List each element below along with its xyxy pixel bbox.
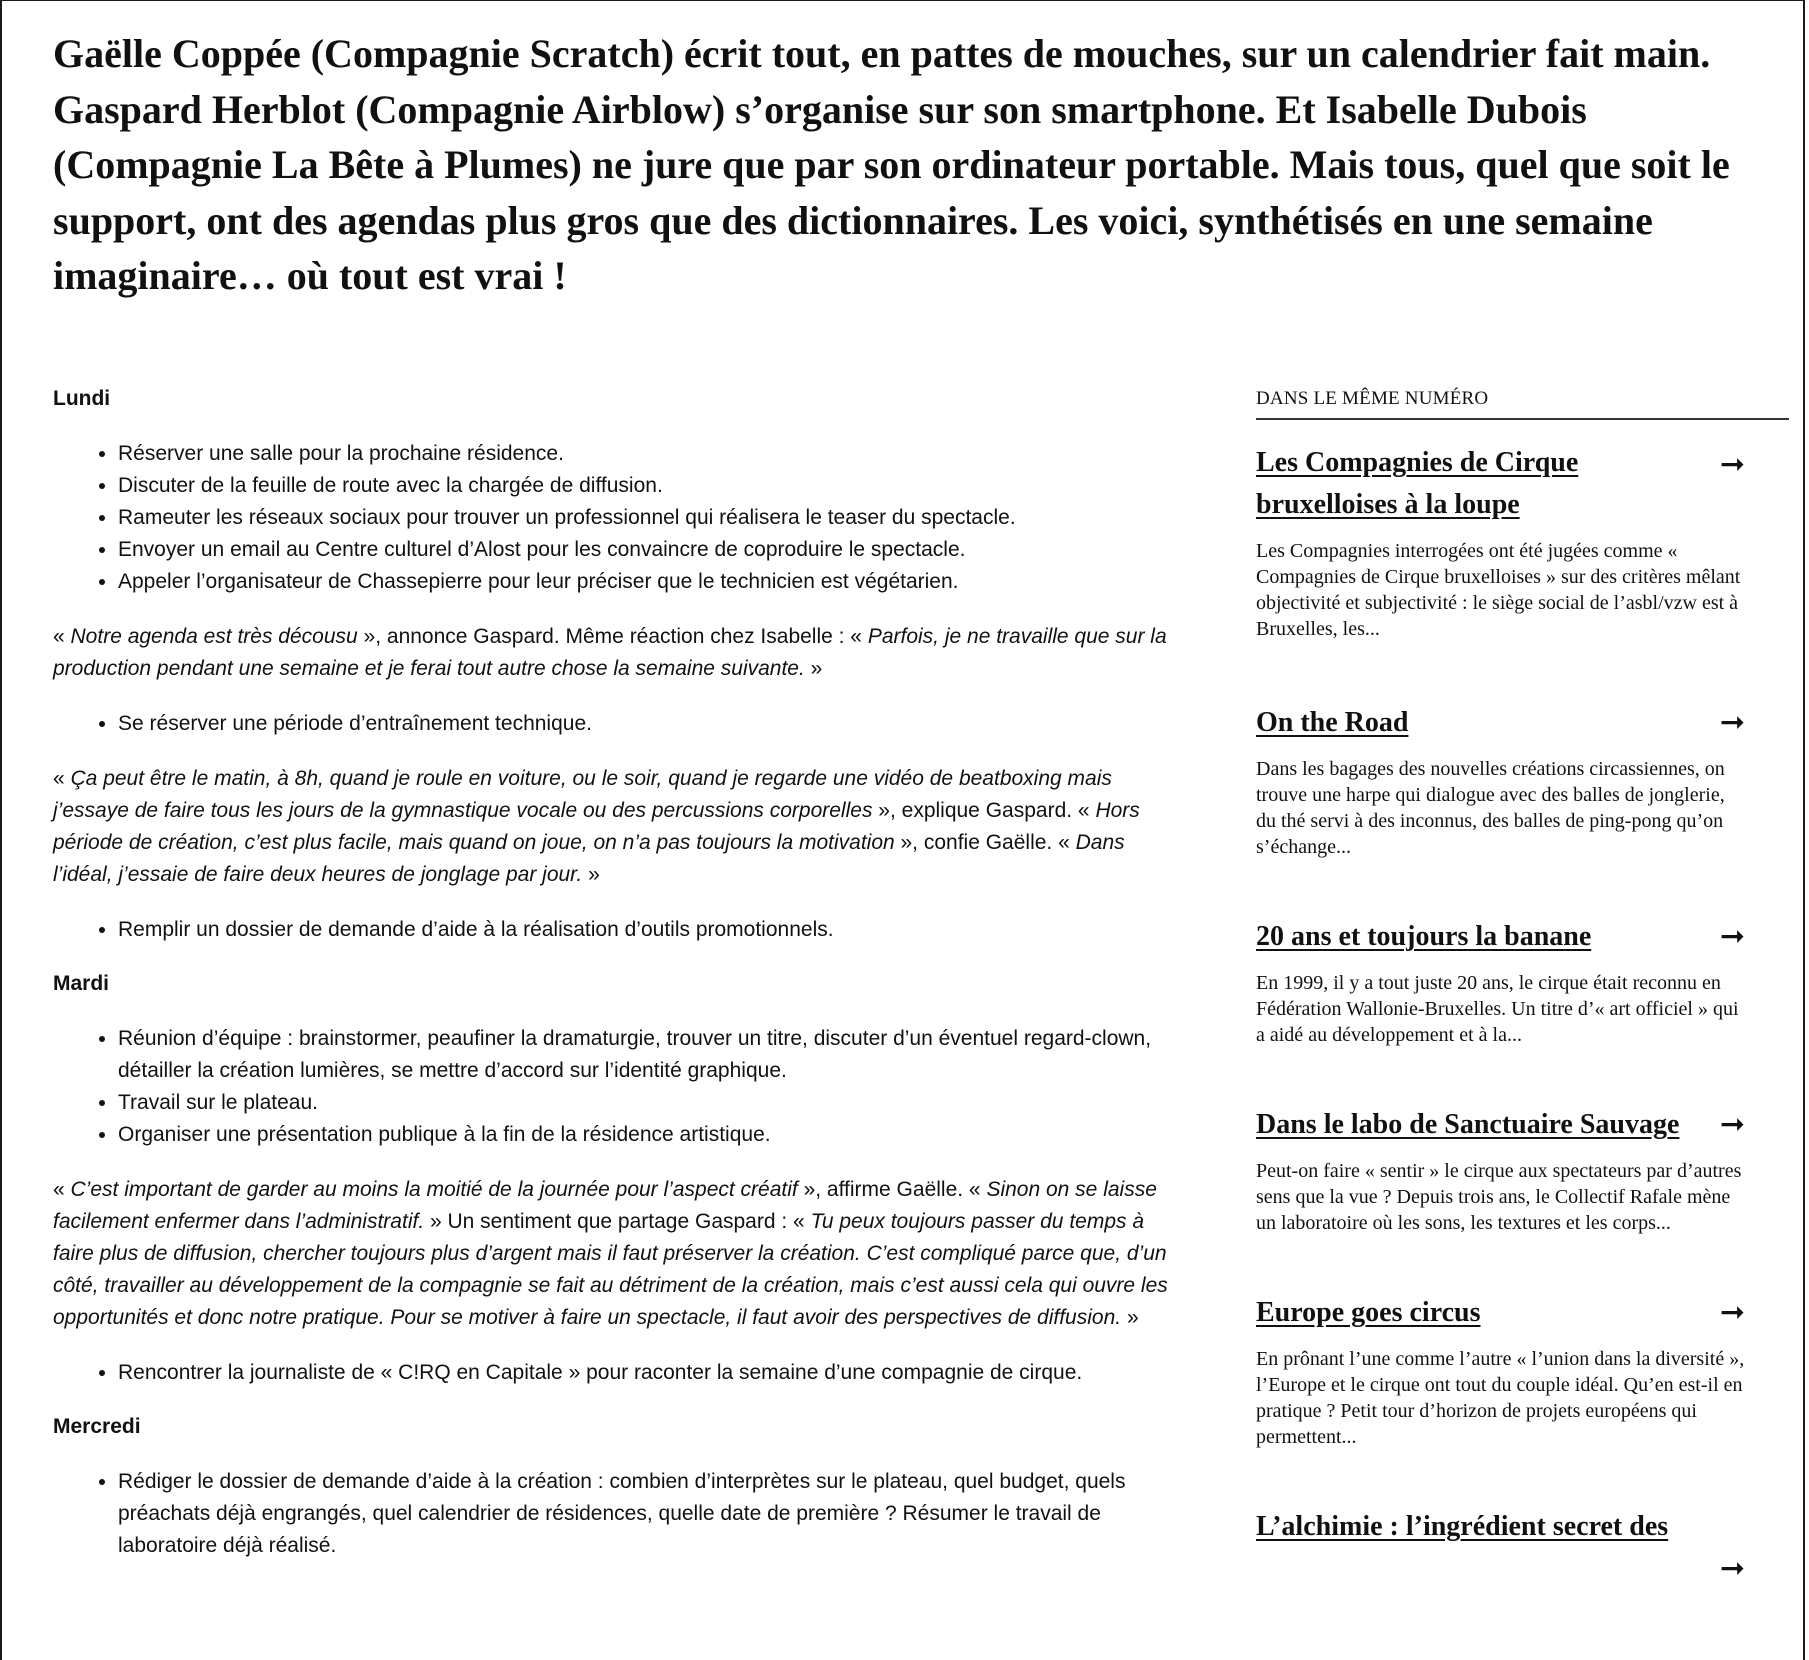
- quote-text: C’est important de garder au moins la moitié de la journée pour l’aspect créatif: [70, 1178, 798, 1201]
- related-article: [1256, 1506, 1789, 1586]
- day-section-mardi: [53, 968, 1178, 1389]
- task-item: • Envoyer un email au Centre culturel d’Alost pour les convaincre de coproduire le spectacle.: [118, 534, 1178, 566]
- day-heading-lundi: Lundi: [53, 387, 111, 410]
- article-body: [53, 383, 1178, 1562]
- task-item: • Appeler l’organisateur de Chassepierre pour leur préciser que le technicien est végétarien.: [118, 566, 1178, 598]
- related-article-summary: Les Compagnies interrogées ont été jugées comme « Compagnies de Cirque bruxelloises » sur des critères mêlant objectivité et subjectivité : le siège social de l’asbl/vzw est à Bruxelles, les...: [1256, 540, 1741, 640]
- related-article: [1256, 1104, 1789, 1236]
- task-item: • Se réserver une période d’entraînement technique.: [118, 708, 1178, 740]
- day-section-lundi: [53, 383, 1178, 946]
- task-list: [53, 1357, 1178, 1389]
- related-article-link[interactable]: On the Road: [1256, 707, 1409, 738]
- quote-text: Hors période de création, c’est plus facile, mais quand on joue, on n’a pas toujours la motivation: [53, 799, 1140, 854]
- quote-paragraph: « Ça peut être le matin, à 8h, quand je roule en voiture, ou le soir, quand je regarde une vidéo de beatboxing mais j’essaye de faire tous les jours de la gymnastique vocale ou des percussions corporelles », explique Gaspard. « Hors période de création, c’est plus facile, mais quand on joue, on n’a pas toujours la motivation », confie Gaëlle. « Dans l’idéal, j’essaie de faire deux heures de jonglage par jour. »: [53, 767, 1140, 886]
- article-intro: Gaëlle Coppée (Compagnie Scratch) écrit tout, en pattes de mouches, sur un calendrier fait main. Gaspard Herblot (Compagnie Airblow) s’organise sur son smartphone. Et Isabelle Dubois (Compagnie La Bête à Plumes) ne jure que par son ordinateur portable. Mais tous, quel que soit le support, ont des agendas plus gros que des dictionnaires. Les voici, synthétisés en une semaine imaginaire… où tout est vrai !: [53, 31, 1730, 298]
- related-article-summary: En prônant l’une comme l’autre « l’union dans la diversité », l’Europe et le cirque ont tout du couple idéal. Qu’en est-il en pratique ? Petit tour d’horizon de projets européens qui permettent...: [1256, 1348, 1745, 1448]
- related-article: [1256, 916, 1789, 1048]
- task-list: [53, 438, 1178, 598]
- task-item: • Réunion d’équipe : brainstormer, peaufiner la dramaturgie, trouver un titre, discuter d’un éventuel regard-clown, détailler la création lumières, se mettre d’accord sur l’identité graphique.: [118, 1023, 1178, 1087]
- arrow-right-icon[interactable]: ➞: [1719, 919, 1745, 954]
- quote-text: Parfois, je ne travaille que sur la production pendant une semaine et je ferai tout autre chose la semaine suivante.: [53, 625, 1167, 680]
- task-list: [53, 914, 1178, 946]
- related-article: [1256, 1292, 1789, 1450]
- task-item: • Remplir un dossier de demande d’aide à la réalisation d’outils promotionnels.: [118, 914, 1178, 946]
- task-item: • Rameuter les réseaux sociaux pour trouver un professionnel qui réalisera le teaser du spectacle.: [118, 502, 1178, 534]
- quote-text: Sinon on se laisse facilement enfermer dans l’administratif.: [53, 1178, 1157, 1233]
- quote-text: Ça peut être le matin, à 8h, quand je roule en voiture, ou le soir, quand je regarde une vidéo de beatboxing mais j’essaye de faire tous les jours de la gymnastique vocale ou des percussions corporelles: [53, 767, 1112, 822]
- day-section-mercredi: [53, 1411, 1178, 1562]
- related-article: [1256, 442, 1789, 642]
- day-heading-mardi: Mardi: [53, 972, 110, 995]
- related-article-link[interactable]: 20 ans et toujours la banane: [1256, 921, 1592, 952]
- task-item: • Discuter de la feuille de route avec la chargée de diffusion.: [118, 470, 1178, 502]
- related-article-link[interactable]: Dans le labo de Sanctuaire Sauvage: [1256, 1109, 1680, 1140]
- quote-text: Tu peux toujours passer du temps à faire plus de diffusion, chercher toujours plus d’argent mais il faut préserver la création. C’est compliqué parce que, d’un côté, travailler au développement de la compagnie se fait au détriment de la création, mais c’est aussi cela qui ouvre les opportunités et donc notre pratique. Pour se motiver à faire un spectacle, il faut avoir des perspectives de diffusion.: [53, 1210, 1168, 1329]
- task-item: • Réserver une salle pour la prochaine résidence.: [118, 438, 1178, 470]
- task-list: [53, 708, 1178, 740]
- related-article-summary: En 1999, il y a tout juste 20 ans, le cirque était reconnu en Fédération Wallonie-Bruxelles. Un titre d’« art officiel » qui a aidé au développement et à la...: [1256, 972, 1739, 1046]
- arrow-right-icon[interactable]: ➞: [1719, 1551, 1745, 1586]
- quote-paragraph: « C’est important de garder au moins la moitié de la journée pour l’aspect créatif », affirme Gaëlle. « Sinon on se laisse facilement enfermer dans l’administratif. » Un sentiment que partage Gaspard : « Tu peux toujours passer du temps à faire plus de diffusion, chercher toujours plus d’argent mais il faut préserver la création. C’est compliqué parce que, d’un côté, travailler au développement de la compagnie se fait au détriment de la création, mais c’est aussi cela qui ouvre les opportunités et donc notre pratique. Pour se motiver à faire un spectacle, il faut avoir des perspectives de diffusion. »: [53, 1178, 1168, 1329]
- day-heading-mercredi: Mercredi: [53, 1415, 141, 1438]
- quote-text: Notre agenda est très décousu: [70, 625, 358, 648]
- arrow-right-icon[interactable]: ➞: [1719, 447, 1745, 482]
- related-article-summary: Dans les bagages des nouvelles créations circassiennes, on trouve une harpe qui dialogue avec des balles de jonglerie, du thé servi à des inconnus, des balles de ping-pong qu’on s’échange...: [1256, 758, 1725, 858]
- arrow-right-icon[interactable]: ➞: [1719, 1295, 1745, 1330]
- related-article-summary: Peut-on faire « sentir » le cirque aux spectateurs par d’autres sens que la vue ? Depuis trois ans, le Collectif Rafale mène un laboratoire où les sons, les textures et les corps...: [1256, 1160, 1742, 1234]
- sidebar-heading: DANS LE MÊME NUMÉRO: [1256, 387, 1789, 420]
- quote-paragraph: « Notre agenda est très décousu », annonce Gaspard. Même réaction chez Isabelle : « Parfois, je ne travaille que sur la production pendant une semaine et je ferai tout autre chose la semaine suivante. »: [53, 625, 1167, 680]
- related-article-link[interactable]: L’alchimie : l’ingrédient secret des: [1256, 1511, 1669, 1542]
- related-sidebar: [1256, 387, 1789, 1586]
- task-item: • Organiser une présentation publique à la fin de la résidence artistique.: [118, 1119, 1178, 1151]
- task-item: • Travail sur le plateau.: [118, 1087, 1178, 1119]
- arrow-right-icon[interactable]: ➞: [1719, 705, 1745, 740]
- related-article-link[interactable]: Europe goes circus: [1256, 1297, 1481, 1328]
- quote-text: Dans l’idéal, j’essaie de faire deux heures de jonglage par jour.: [53, 831, 1125, 886]
- task-list: [53, 1023, 1178, 1151]
- related-article-link[interactable]: Les Compagnies de Cirque bruxelloises à la loupe: [1256, 447, 1579, 520]
- arrow-right-icon[interactable]: ➞: [1719, 1107, 1745, 1142]
- task-item: • Rencontrer la journaliste de « C!RQ en Capitale » pour raconter la semaine d’une compagnie de cirque.: [118, 1357, 1178, 1389]
- task-item: • Rédiger le dossier de demande d’aide à la création : combien d’interprètes sur le plateau, quel budget, quels préachats déjà engrangés, quel calendrier de résidences, quelle date de première ? Résumer le travail de laboratoire déjà réalisé.: [118, 1466, 1178, 1562]
- related-article: [1256, 702, 1789, 860]
- task-list: [53, 1466, 1178, 1562]
